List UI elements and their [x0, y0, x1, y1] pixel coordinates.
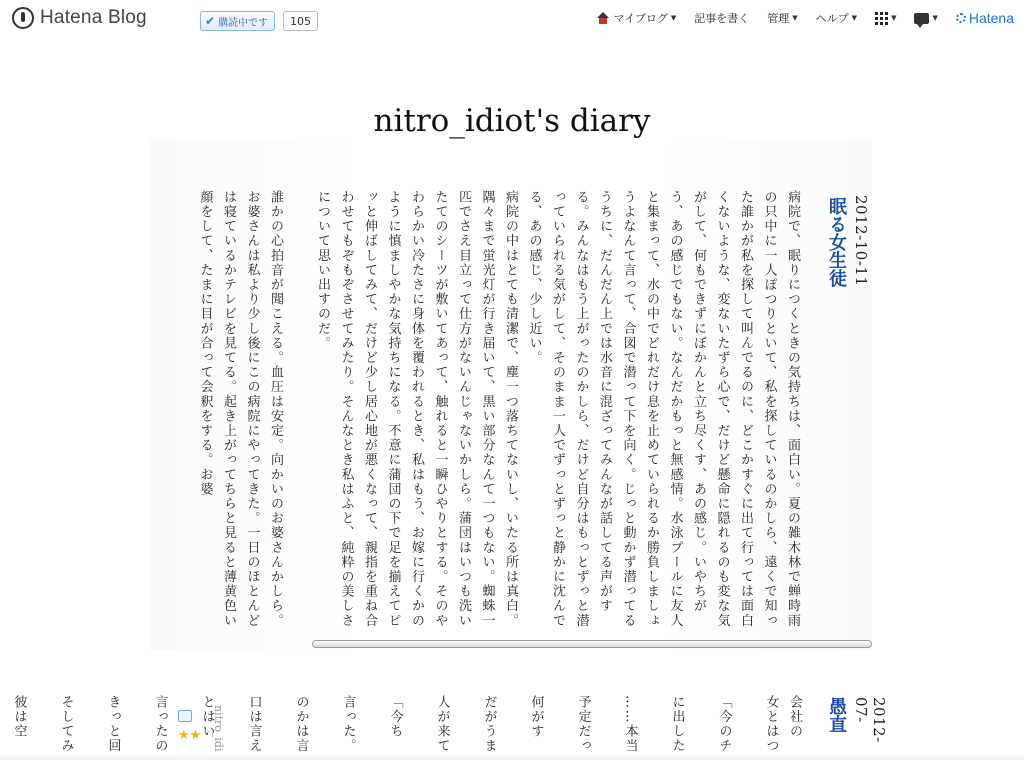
global-header — [0, 0, 1024, 40]
hatena-logo-icon — [12, 7, 34, 29]
paragraph: 会社の — [787, 695, 802, 739]
help-menu[interactable] — [816, 10, 857, 26]
my-blog-menu[interactable] — [596, 10, 676, 26]
paragraph: 女とはつ — [763, 695, 779, 754]
caret-down-icon: ▼ — [851, 14, 858, 22]
write-entry-label: 記事を書く — [694, 12, 750, 25]
paragraph: 口は言え — [246, 695, 262, 754]
paragraph: 「今ち — [387, 695, 403, 739]
header-nav — [596, 10, 1014, 26]
profile-icon[interactable] — [178, 710, 192, 722]
paragraph: ……本当 — [622, 695, 638, 754]
subscribe-button[interactable] — [200, 11, 275, 31]
paragraph: だがうま — [481, 695, 497, 754]
paragraph: 病院の中はとても清潔で、塵一つ落ちてないし、いたる所は真白。隅々まで蛍光灯が行き届いて、黒い部分なんて一つもない。蜘蛛一匹でさえ目立って仕方がないんじゃないかしら。蒲団はいつも洗いたてのシーツが敷いてあって、触れると一瞬ひやりとする。そのやわらかい冷たさに身体を覆われるとき、私はもう、お嫁に行くかのように慎ましやかな気持ちになる。不意に蒲団の下で足を揃えてピッと伸ばしてみて、だけど少し居心地が悪くなって、親指を重ね合わせてもぞもぞさせてみたり。そんなとき私はふと、純粋の美しさについて思い出すのだ。 — [315, 190, 518, 628]
paragraph: 言ったの — [152, 695, 168, 754]
caret-down-icon: ▼ — [792, 14, 798, 22]
help-label: ヘルプ — [815, 12, 849, 25]
write-entry-link[interactable] — [694, 10, 749, 26]
check-icon: ✔ — [205, 14, 216, 28]
my-blog-label: マイブログ — [613, 12, 668, 25]
apps-grid-icon — [875, 12, 888, 25]
entry-author[interactable]: nitro_idi — [212, 705, 225, 752]
paragraph: 「今のチ — [716, 695, 732, 754]
entry-date[interactable]: 2012-10-11 — [852, 195, 870, 287]
entry-title[interactable]: 眠る女生徒 — [826, 197, 847, 287]
manage-menu[interactable] — [767, 10, 797, 26]
paragraph: 言った。 — [340, 695, 356, 754]
paragraph: そしてみ — [58, 695, 74, 754]
paragraph: のかは言 — [293, 695, 309, 754]
bottom-shadow — [0, 754, 1024, 760]
home-icon — [596, 12, 610, 25]
entry-title[interactable]: 愚直 — [826, 697, 847, 733]
hatena-link[interactable] — [956, 10, 1014, 26]
apps-menu[interactable] — [875, 12, 896, 25]
hatena-blog-logo[interactable] — [12, 7, 147, 29]
caret-down-icon: ▼ — [932, 14, 938, 22]
hatena-dots-icon — [956, 13, 966, 23]
paragraph: 何がす — [528, 695, 544, 739]
hatena-label: Hatena — [968, 10, 1014, 26]
paragraph: 彼は空 — [11, 695, 27, 739]
subscribe-label: 購読中です — [218, 17, 269, 29]
manage-label: 管理 — [767, 12, 790, 25]
blog-title[interactable]: nitro_idiot's diary — [373, 103, 651, 139]
entry-date[interactable]: 2012-07- — [852, 697, 888, 743]
notifications-menu[interactable] — [914, 13, 937, 24]
paragraph: 人が来て — [434, 695, 450, 754]
subscriber-count[interactable]: 105 — [283, 11, 318, 31]
logo-text: Hatena Blog — [40, 7, 147, 28]
star-rating-icon[interactable]: ★★ — [178, 728, 202, 743]
paragraph: に出した — [669, 695, 685, 754]
paragraph: 予定だっ — [575, 695, 591, 754]
horizontal-scrollbar[interactable] — [312, 640, 872, 648]
paragraph: 病院で、眠りにつくときの気持ちは、面白い。夏の雑木林で蝉時雨の只中に一人ぽつりといて、私を探しているのかしら、遠くで知った誰かが私を探して叫んでるのに、どこかすぐに出て行っては面白くないような、変ないたずら心で、だけど懸命に隠れるのも変な気がして、何もできずにぼかんと立ち尽くす、あの感じ。いやちがう、あの感じでもない。なんだかもっと無感情。水泳プールに友人と集まって、水の中でどれだけ息を止めていられるか勝負しましょうよなんて言って、合図で潜って下を向く。じっと動かず潜ってるうちに、だんだん上では水音に混ざってみんなが話してる声がする。みんなはもう上がったのかしら、だけど自分はもっとずっと潜っていられる気がして、そのまま一人でずっとずっと静かに沈んでる、あの感じ、少し近い。 — [526, 190, 800, 628]
paragraph: とはい — [199, 695, 215, 739]
paragraph: 誰かの心拍音が聞こえる。血圧は安定。向かいのお婆さんかしら。お婆さんは私より少し後にこの病院にやってきた。一日のほとんどは寝ているかテレビを見てる。起き上がってちらと見ると薄黄色い顔をして、たまに目が合って会釈をする。お婆 — [197, 190, 283, 628]
paragraph: きっと回 — [105, 695, 121, 754]
caret-down-icon: ▼ — [670, 14, 677, 22]
entry-body — [158, 190, 804, 630]
speech-bubble-icon — [914, 13, 929, 24]
caret-down-icon: ▼ — [891, 14, 897, 22]
